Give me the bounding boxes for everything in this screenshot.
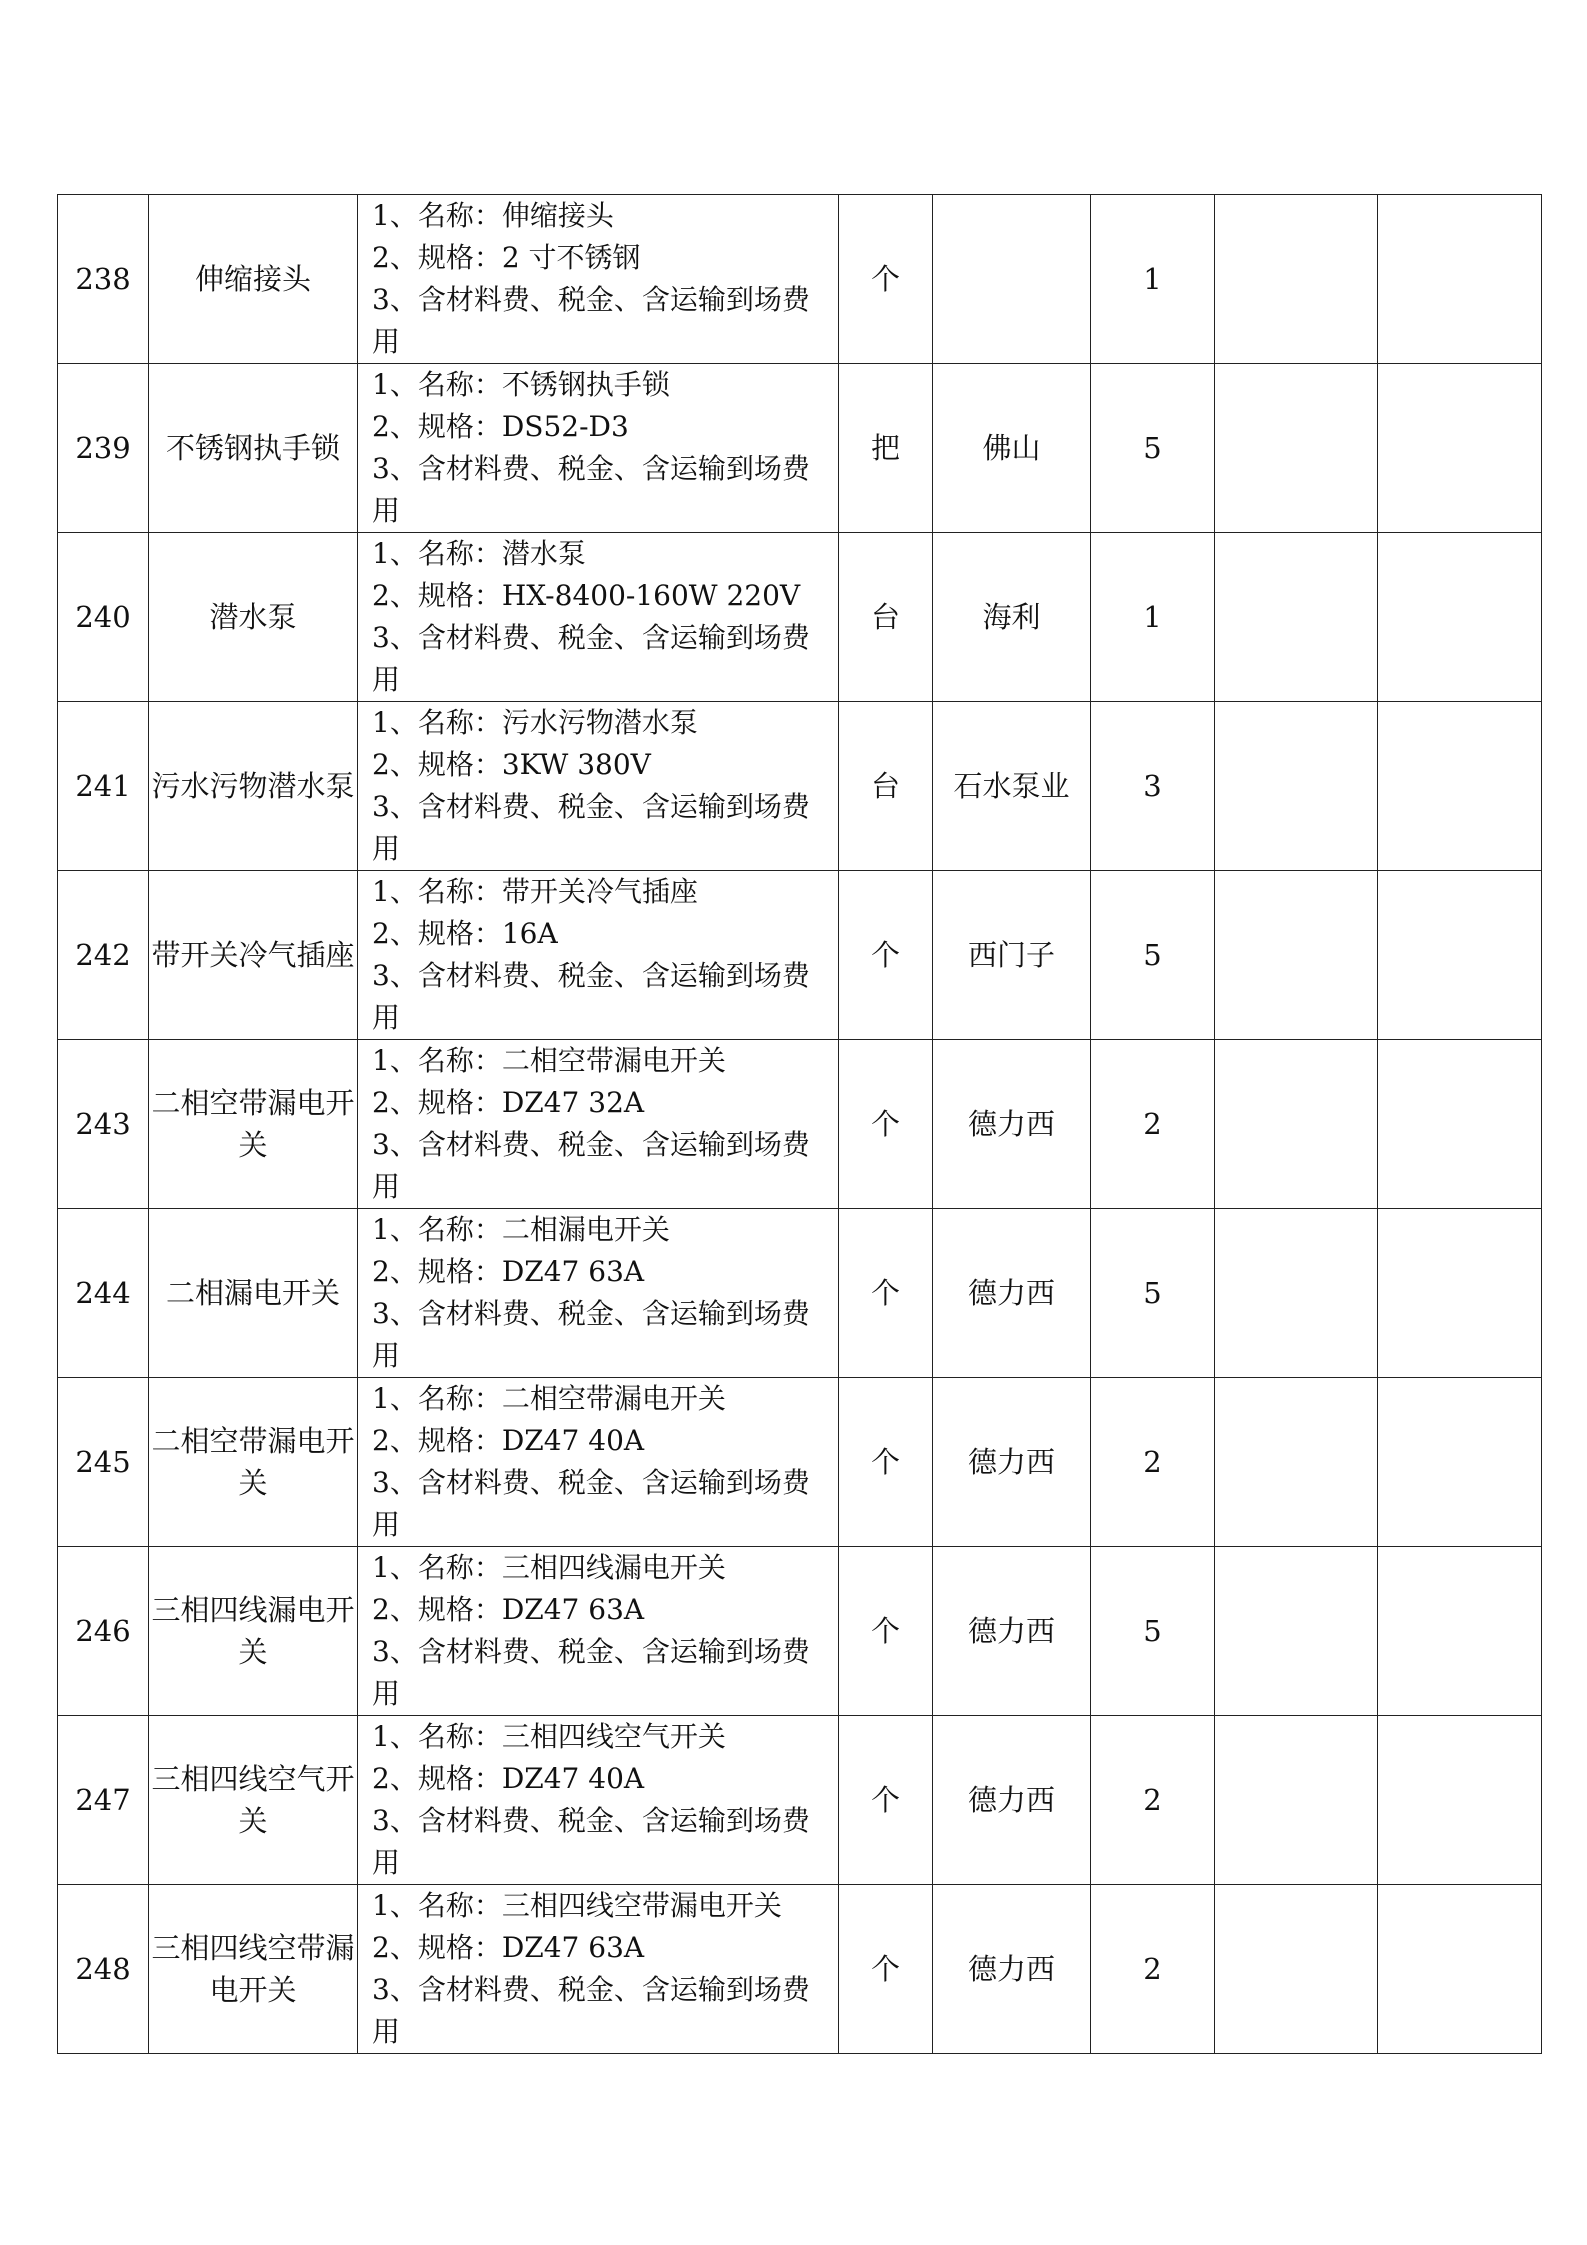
table-row (58, 1885, 1542, 2054)
description-line: 2、规格：DZ47 63A (372, 1255, 645, 1288)
item-name-cell: 三相四线空带漏电开关 (149, 1885, 358, 2054)
brand-cell: 佛山 (933, 364, 1091, 533)
item-number-cell: 241 (58, 702, 149, 871)
description-line: 1、名称：污水污物潜水泵 (372, 706, 698, 739)
unit-cell: 个 (839, 1716, 933, 1885)
item-name-cell: 二相漏电开关 (149, 1209, 358, 1378)
description-line: 3、含材料费、税金、含运输到场费用 (372, 283, 810, 358)
table-row (58, 1040, 1542, 1209)
description-line: 1、名称：二相空带漏电开关 (372, 1382, 726, 1415)
total-price-cell (1378, 1378, 1542, 1547)
unit-cell: 个 (839, 871, 933, 1040)
quantity-cell: 2 (1091, 1040, 1215, 1209)
brand-cell: 德力西 (933, 1378, 1091, 1547)
item-description-cell (358, 195, 839, 364)
unit-price-cell (1215, 1885, 1378, 2054)
unit-price-cell (1215, 1209, 1378, 1378)
item-description-cell (358, 1378, 839, 1547)
unit-price-cell (1215, 1547, 1378, 1716)
table-row (58, 702, 1542, 871)
unit-cell: 个 (839, 195, 933, 364)
description-line: 3、含材料费、税金、含运输到场费用 (372, 959, 810, 1034)
item-name-cell: 三相四线空气开关 (149, 1716, 358, 1885)
unit-price-cell (1215, 364, 1378, 533)
brand-cell: 海利 (933, 533, 1091, 702)
description-line: 2、规格：HX-8400-160W 220V (372, 579, 801, 612)
quantity-cell: 3 (1091, 702, 1215, 871)
table-row (58, 1378, 1542, 1547)
total-price-cell (1378, 1547, 1542, 1716)
unit-price-cell (1215, 1378, 1378, 1547)
item-number-cell: 242 (58, 871, 149, 1040)
description-line: 3、含材料费、税金、含运输到场费用 (372, 452, 810, 527)
description-line: 2、规格：DZ47 63A (372, 1593, 645, 1626)
description-line: 1、名称：三相四线空气开关 (372, 1720, 726, 1753)
description-line: 1、名称：潜水泵 (372, 537, 586, 570)
table-row (58, 1716, 1542, 1885)
quantity-cell: 1 (1091, 195, 1215, 364)
description-line: 1、名称：带开关冷气插座 (372, 875, 698, 908)
total-price-cell (1378, 1040, 1542, 1209)
description-line: 3、含材料费、税金、含运输到场费用 (372, 1973, 810, 2048)
description-line: 3、含材料费、税金、含运输到场费用 (372, 1128, 810, 1203)
total-price-cell (1378, 1209, 1542, 1378)
quantity-cell: 2 (1091, 1716, 1215, 1885)
table-row (58, 1209, 1542, 1378)
table-row (58, 533, 1542, 702)
description-line: 1、名称：三相四线漏电开关 (372, 1551, 726, 1584)
item-name-cell: 带开关冷气插座 (149, 871, 358, 1040)
description-line: 2、规格：3KW 380V (372, 748, 651, 781)
description-line: 2、规格：DZ47 63A (372, 1931, 645, 1964)
brand-cell: 德力西 (933, 1547, 1091, 1716)
brand-cell: 德力西 (933, 1209, 1091, 1378)
item-description-cell (358, 702, 839, 871)
item-description-cell (358, 1040, 839, 1209)
quantity-cell: 5 (1091, 364, 1215, 533)
quantity-cell: 2 (1091, 1378, 1215, 1547)
description-line: 3、含材料费、税金、含运输到场费用 (372, 1804, 810, 1879)
item-description-cell (358, 1547, 839, 1716)
item-description-cell (358, 1885, 839, 2054)
item-number-cell: 244 (58, 1209, 149, 1378)
description-line: 3、含材料费、税金、含运输到场费用 (372, 621, 810, 696)
unit-price-cell (1215, 533, 1378, 702)
item-name-cell: 潜水泵 (149, 533, 358, 702)
table-row (58, 871, 1542, 1040)
description-line: 3、含材料费、税金、含运输到场费用 (372, 790, 810, 865)
total-price-cell (1378, 1716, 1542, 1885)
brand-cell (933, 195, 1091, 364)
unit-price-cell (1215, 702, 1378, 871)
item-description-cell (358, 1716, 839, 1885)
unit-price-cell (1215, 871, 1378, 1040)
item-description-cell (358, 364, 839, 533)
description-line: 3、含材料费、税金、含运输到场费用 (372, 1466, 810, 1541)
table-row (58, 195, 1542, 364)
item-number-cell: 239 (58, 364, 149, 533)
description-line: 2、规格：2 寸不锈钢 (372, 241, 641, 274)
description-line: 2、规格：DZ47 32A (372, 1086, 645, 1119)
unit-cell: 台 (839, 702, 933, 871)
description-line: 1、名称：三相四线空带漏电开关 (372, 1889, 782, 1922)
description-line: 1、名称：伸缩接头 (372, 199, 614, 232)
unit-cell: 个 (839, 1378, 933, 1547)
item-name-cell: 不锈钢执手锁 (149, 364, 358, 533)
unit-price-cell (1215, 1040, 1378, 1209)
item-number-cell: 243 (58, 1040, 149, 1209)
description-line: 2、规格：DZ47 40A (372, 1762, 645, 1795)
unit-cell: 个 (839, 1040, 933, 1209)
table-row (58, 364, 1542, 533)
quantity-cell: 5 (1091, 871, 1215, 1040)
brand-cell: 德力西 (933, 1040, 1091, 1209)
unit-cell: 把 (839, 364, 933, 533)
quantity-cell: 5 (1091, 1547, 1215, 1716)
materials-table (57, 194, 1542, 2054)
item-description-cell (358, 1209, 839, 1378)
quantity-cell: 5 (1091, 1209, 1215, 1378)
total-price-cell (1378, 1885, 1542, 2054)
table-body (58, 195, 1542, 2054)
total-price-cell (1378, 702, 1542, 871)
item-name-cell: 二相空带漏电开关 (149, 1378, 358, 1547)
item-number-cell: 238 (58, 195, 149, 364)
item-number-cell: 247 (58, 1716, 149, 1885)
unit-cell: 个 (839, 1885, 933, 2054)
unit-price-cell (1215, 195, 1378, 364)
description-line: 1、名称：不锈钢执手锁 (372, 368, 670, 401)
description-line: 1、名称：二相空带漏电开关 (372, 1044, 726, 1077)
item-name-cell: 污水污物潜水泵 (149, 702, 358, 871)
description-line: 3、含材料费、税金、含运输到场费用 (372, 1635, 810, 1710)
unit-cell: 台 (839, 533, 933, 702)
item-description-cell (358, 871, 839, 1040)
item-description-cell (358, 533, 839, 702)
description-line: 3、含材料费、税金、含运输到场费用 (372, 1297, 810, 1372)
description-line: 2、规格：DS52-D3 (372, 410, 629, 443)
total-price-cell (1378, 871, 1542, 1040)
item-number-cell: 245 (58, 1378, 149, 1547)
total-price-cell (1378, 195, 1542, 364)
unit-cell: 个 (839, 1209, 933, 1378)
item-name-cell: 三相四线漏电开关 (149, 1547, 358, 1716)
item-number-cell: 240 (58, 533, 149, 702)
brand-cell: 西门子 (933, 871, 1091, 1040)
item-name-cell: 伸缩接头 (149, 195, 358, 364)
description-line: 2、规格：DZ47 40A (372, 1424, 645, 1457)
unit-cell: 个 (839, 1547, 933, 1716)
description-line: 2、规格：16A (372, 917, 558, 950)
item-number-cell: 248 (58, 1885, 149, 2054)
brand-cell: 石水泵业 (933, 702, 1091, 871)
brand-cell: 德力西 (933, 1885, 1091, 2054)
brand-cell: 德力西 (933, 1716, 1091, 1885)
quantity-cell: 1 (1091, 533, 1215, 702)
quantity-cell: 2 (1091, 1885, 1215, 2054)
description-line: 1、名称：二相漏电开关 (372, 1213, 670, 1246)
item-number-cell: 246 (58, 1547, 149, 1716)
table-row (58, 1547, 1542, 1716)
unit-price-cell (1215, 1716, 1378, 1885)
item-name-cell: 二相空带漏电开关 (149, 1040, 358, 1209)
total-price-cell (1378, 533, 1542, 702)
total-price-cell (1378, 364, 1542, 533)
